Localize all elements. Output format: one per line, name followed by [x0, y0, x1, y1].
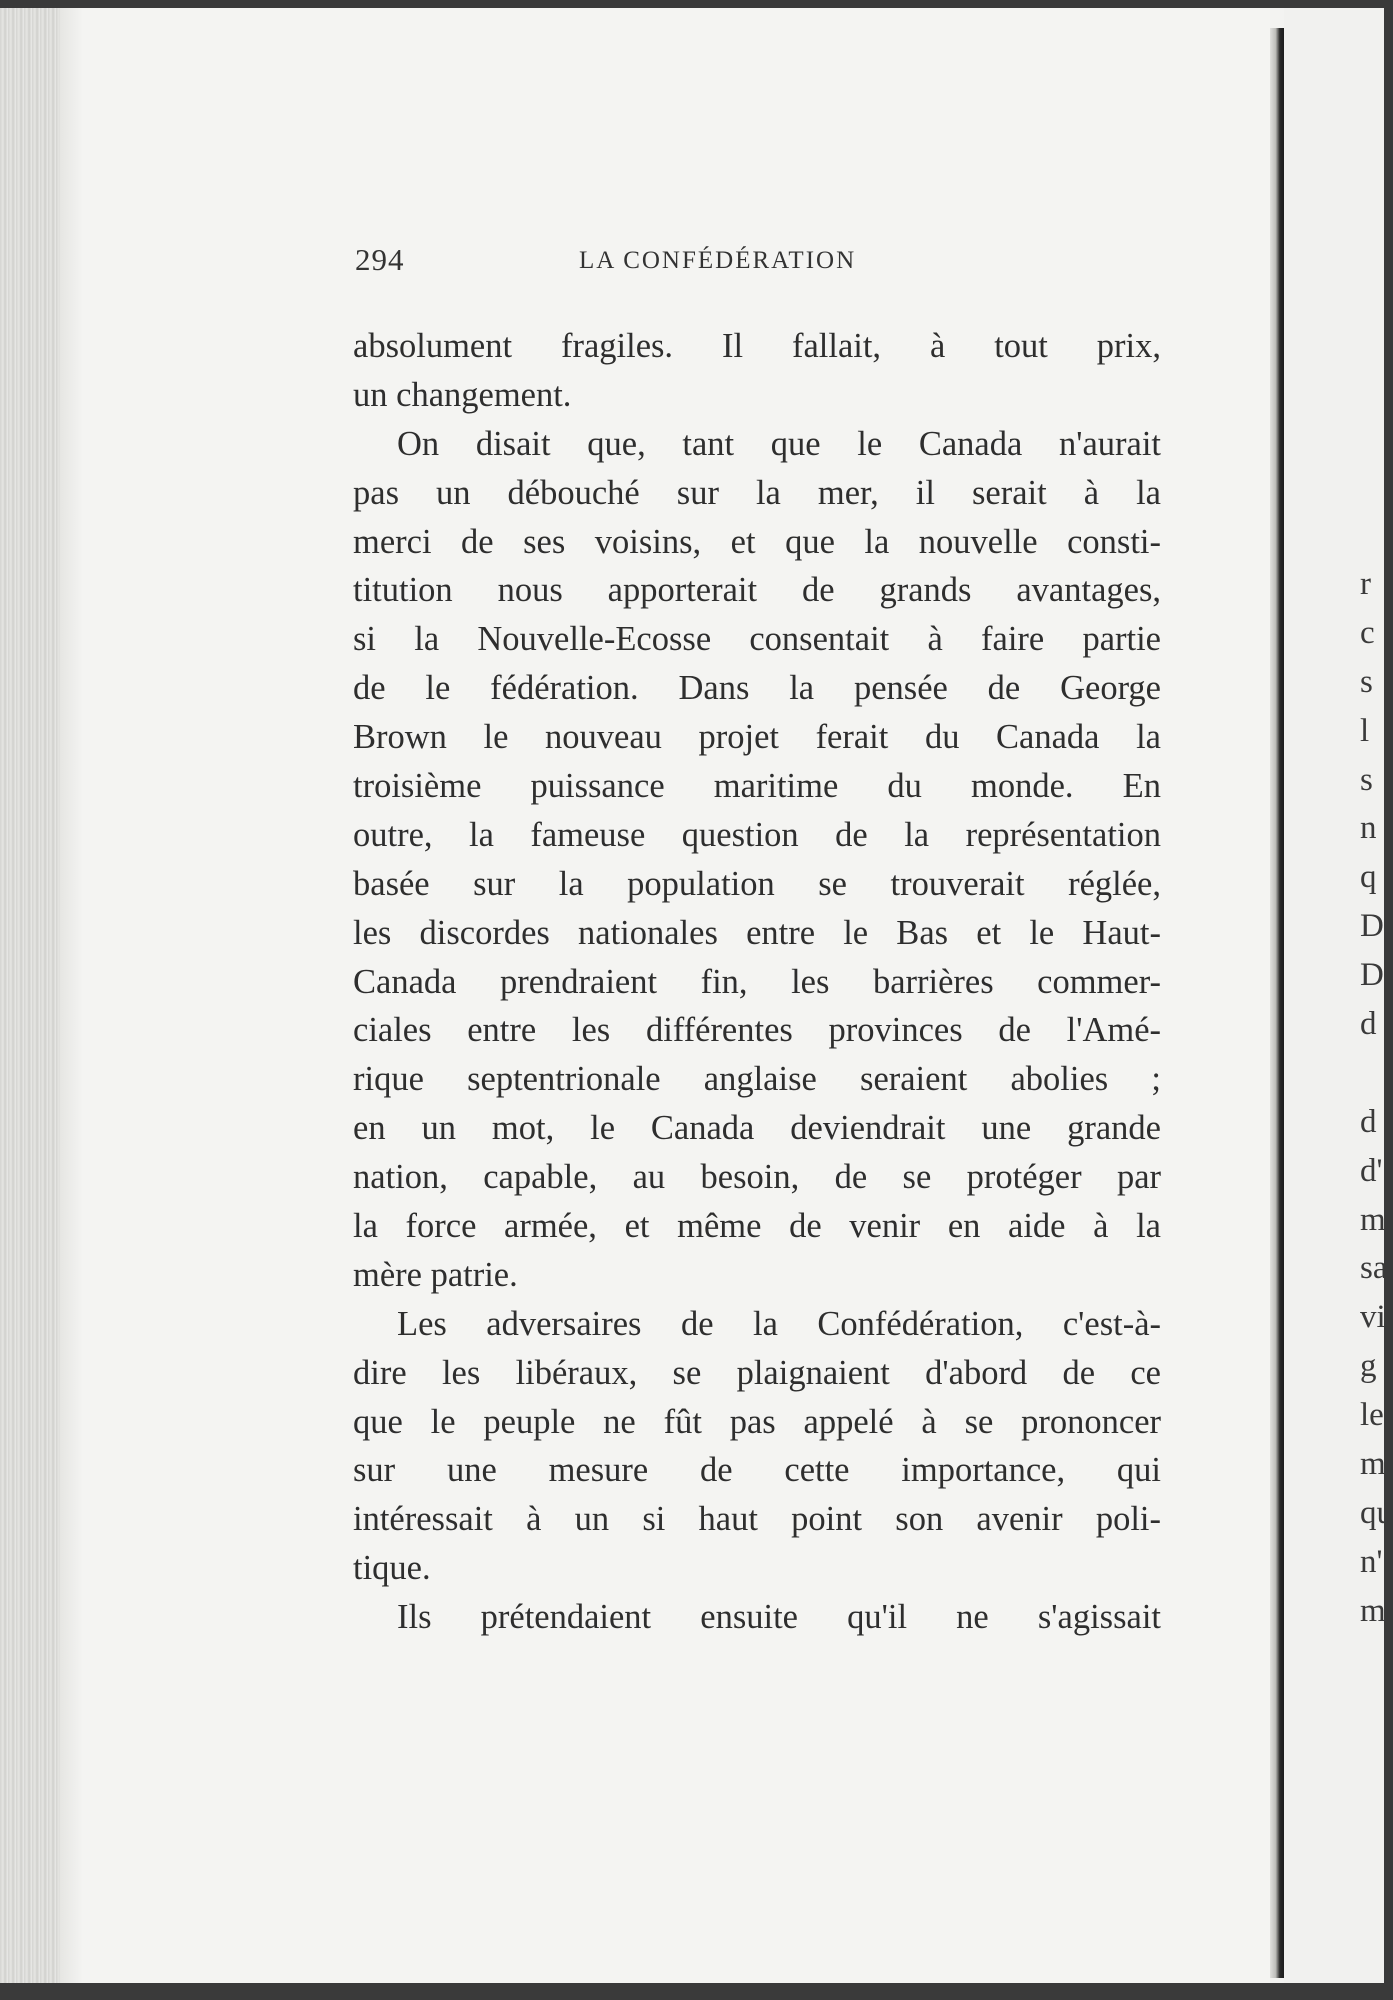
body-text: [353, 322, 1161, 1642]
fragment-line: c: [1360, 614, 1375, 651]
text-line: ciales entre les différentes provinces de l'Amé-: [353, 1011, 1161, 1050]
fragment-line: l: [1360, 712, 1370, 749]
fragment-line: vi: [1360, 1299, 1386, 1336]
text-line: Brown le nouveau projet ferait du Canada la: [353, 718, 1161, 757]
fragment-line: m: [1360, 1201, 1386, 1238]
fragment-line: le: [1360, 1397, 1384, 1434]
text-line: Les adversaires de la Confédération, c'est-à-: [397, 1304, 1161, 1343]
text-line: On disait que, tant que le Canada n'aurait: [397, 424, 1161, 463]
text-line: si la Nouvelle-Ecosse consentait à faire partie: [353, 620, 1161, 659]
fragment-line: r: [1360, 566, 1371, 602]
text-line: mère patrie.: [353, 1255, 518, 1294]
text-line: rique septentrionale anglaise seraient abolies ;: [353, 1060, 1161, 1099]
text-line: que le peuple ne fût pas appelé à se prononcer: [353, 1402, 1161, 1441]
fragment-line: D: [1360, 957, 1384, 994]
fragment-line: m: [1360, 1446, 1386, 1483]
fragment-line: q: [1360, 859, 1377, 896]
text-line: en un mot, le Canada deviendrait une grande: [353, 1109, 1161, 1148]
fragment-line: n': [1360, 1543, 1383, 1580]
fragment-line: s: [1360, 761, 1373, 798]
text-line: la force armée, et même de venir en aide à la: [353, 1207, 1161, 1246]
fragment-line: qu: [1360, 1494, 1393, 1531]
text-line: troisième puissance maritime du monde. En: [353, 767, 1161, 806]
text-line: titution nous apporterait de grands avantages,: [353, 571, 1161, 610]
running-header: [355, 242, 1165, 282]
page-number: 294: [355, 242, 405, 277]
fragment-line: d: [1360, 1006, 1377, 1043]
text-line: Canada prendraient fin, les barrières commer-: [353, 962, 1161, 1001]
text-line: nation, capable, au besoin, de se protéger par: [353, 1158, 1161, 1197]
fragment-line: m: [1360, 1592, 1386, 1629]
fragment-line: d': [1360, 1152, 1383, 1189]
text-line: les discordes nationales entre le Bas et le Haut-: [353, 913, 1161, 952]
text-line: intéressait à un si haut point son avenir poli-: [353, 1500, 1161, 1539]
right-page-text-fragments: [1360, 560, 1393, 1636]
fragment-line: n: [1360, 810, 1377, 847]
text-line: tique.: [353, 1549, 431, 1588]
fragment-line: D: [1360, 908, 1384, 945]
text-line: absolument fragiles. Il fallait, à tout prix,: [353, 327, 1161, 365]
running-title: LA CONFÉDÉRATION: [579, 247, 857, 274]
fragment-line: g: [1360, 1348, 1377, 1385]
text-line: dire les libéraux, se plaignaient d'abord de ce: [353, 1353, 1161, 1392]
text-line: merci de ses voisins, et que la nouvelle consti-: [353, 522, 1161, 561]
fragment-line: [1360, 1049, 1393, 1098]
text-line: outre, la fameuse question de la représentation: [353, 815, 1161, 854]
fragment-line: sa: [1360, 1250, 1388, 1287]
fragment-line: d: [1360, 1103, 1377, 1140]
text-line: pas un débouché sur la mer, il serait à la: [353, 473, 1161, 512]
text-line: basée sur la population se trouverait réglée,: [353, 864, 1161, 903]
fragment-line: s: [1360, 663, 1373, 700]
text-line: un changement.: [353, 375, 572, 414]
text-line: de le fédération. Dans la pensée de George: [353, 669, 1161, 708]
text-line: Ils prétendaient ensuite qu'il ne s'agissait: [397, 1598, 1161, 1637]
book-gutter: [1270, 28, 1284, 1978]
text-line: sur une mesure de cette importance, qui: [353, 1451, 1161, 1490]
page-edges-stack: [0, 8, 82, 1983]
